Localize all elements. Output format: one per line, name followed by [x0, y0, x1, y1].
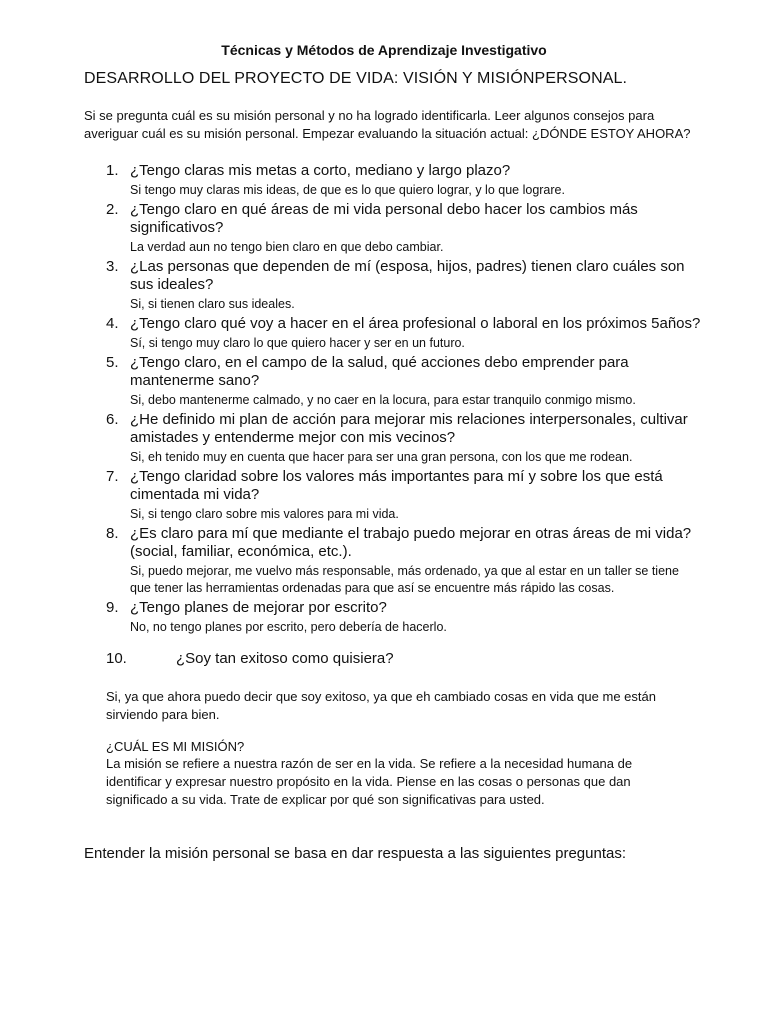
answer-text: Si, eh tenido muy en cuenta que hacer para ser una gran persona, con los que me rodean. [130, 450, 633, 464]
question-number: 6. [106, 411, 119, 428]
question-number: 1. [106, 162, 119, 179]
question-text: ¿Las personas que dependen de mí (esposa, hijos, padres) tienen claro cuáles son sus ideales? [130, 258, 685, 293]
answer-text: Si, ya que ahora puedo decir que soy exitoso, ya que eh cambiado cosas en vida que me están sirviendo para bien. [106, 689, 656, 722]
question-text: ¿Tengo claro, en el campo de la salud, qué acciones debo emprender para mantenerme sano? [130, 354, 629, 389]
question-10 [106, 650, 708, 668]
question-text: ¿Soy tan exitoso como quisiera? [176, 650, 394, 667]
question-text: ¿Tengo claras mis metas a corto, mediano y largo plazo? [130, 162, 511, 179]
list-item [84, 354, 708, 409]
answer-text: Si, si tienen claro sus ideales. [130, 297, 295, 311]
list-item [84, 315, 708, 352]
answer-text: Sí, si tengo muy claro lo que quiero hacer y ser en un futuro. [130, 336, 465, 350]
question-number: 8. [106, 525, 119, 542]
list-item [84, 201, 708, 256]
question-text: ¿Tengo claro en qué áreas de mi vida personal debo hacer los cambios más significativos? [130, 201, 638, 236]
question-number: 10. [106, 650, 127, 667]
answer-text: Si tengo muy claras mis ideas, de que es lo que quiero lograr, y lo que lograre. [130, 183, 565, 197]
document-title: DESARROLLO DEL PROYECTO DE VIDA: VISIÓN Y MISIÓNPERSONAL. [84, 70, 628, 87]
question-text: ¿Tengo claro qué voy a hacer en el área profesional o laboral en los próximos 5años? [130, 315, 701, 332]
question-number: 2. [106, 201, 119, 218]
document-header: Técnicas y Métodos de Aprendizaje Investigativo [221, 42, 547, 58]
list-item [84, 162, 708, 199]
question-text: ¿He definido mi plan de acción para mejorar mis relaciones interpersonales, cultivar amistades y entenderme mejor con mis vecinos? [130, 411, 688, 446]
question-text: ¿Tengo claridad sobre los valores más importantes para mí y sobre los que está cimentada mi vida? [130, 468, 663, 503]
list-item [84, 599, 708, 636]
answer-text: La verdad aun no tengo bien claro en que debo cambiar. [130, 240, 444, 254]
answer-text: No, no tengo planes por escrito, pero debería de hacerlo. [130, 620, 447, 634]
answer-text: Si, debo mantenerme calmado, y no caer en la locura, para estar tranquilo conmigo mismo. [130, 393, 636, 407]
question-number: 5. [106, 354, 119, 371]
question-number: 4. [106, 315, 119, 332]
closing-paragraph: Entender la misión personal se basa en dar respuesta a las siguientes preguntas: [84, 845, 626, 862]
list-item [84, 525, 708, 597]
answer-text: Si, si tengo claro sobre mis valores para mi vida. [130, 507, 399, 521]
list-item [84, 258, 708, 313]
intro-paragraph: Si se pregunta cuál es su misión personal y no ha logrado identificarla. Leer algunos consejos para averiguar cuál es su misión personal. Empezar evaluando la situación actual: ¿DÓNDE ESTOY AHORA? [84, 108, 691, 141]
list-item [84, 468, 708, 523]
mission-paragraph: La misión se refiere a nuestra razón de ser en la vida. Se refiere a la necesidad humana de identificar y expresar nuestro propósito en la vida. Piense en las cosas o personas que dan significado a su vida. Trate de explicar por qué son significativas para usted. [106, 756, 633, 807]
list-item [84, 411, 708, 466]
question-text: ¿Es claro para mí que mediante el trabajo puedo mejorar en otras áreas de mi vida? (social, familiar, económica, etc.). [130, 525, 692, 560]
question-number: 9. [106, 599, 119, 616]
question-list [84, 162, 708, 636]
question-number: 3. [106, 258, 119, 275]
question-text: ¿Tengo planes de mejorar por escrito? [130, 599, 387, 616]
question-number: 7. [106, 468, 119, 485]
mission-heading: ¿CUÁL ES MI MISIÓN? [106, 739, 245, 754]
answer-text: Si, puedo mejorar, me vuelvo más responsable, más ordenado, ya que al estar en un taller se tiene que tener las herramientas ordenadas para que así se encuentre más rápido las cosas. [130, 564, 679, 595]
